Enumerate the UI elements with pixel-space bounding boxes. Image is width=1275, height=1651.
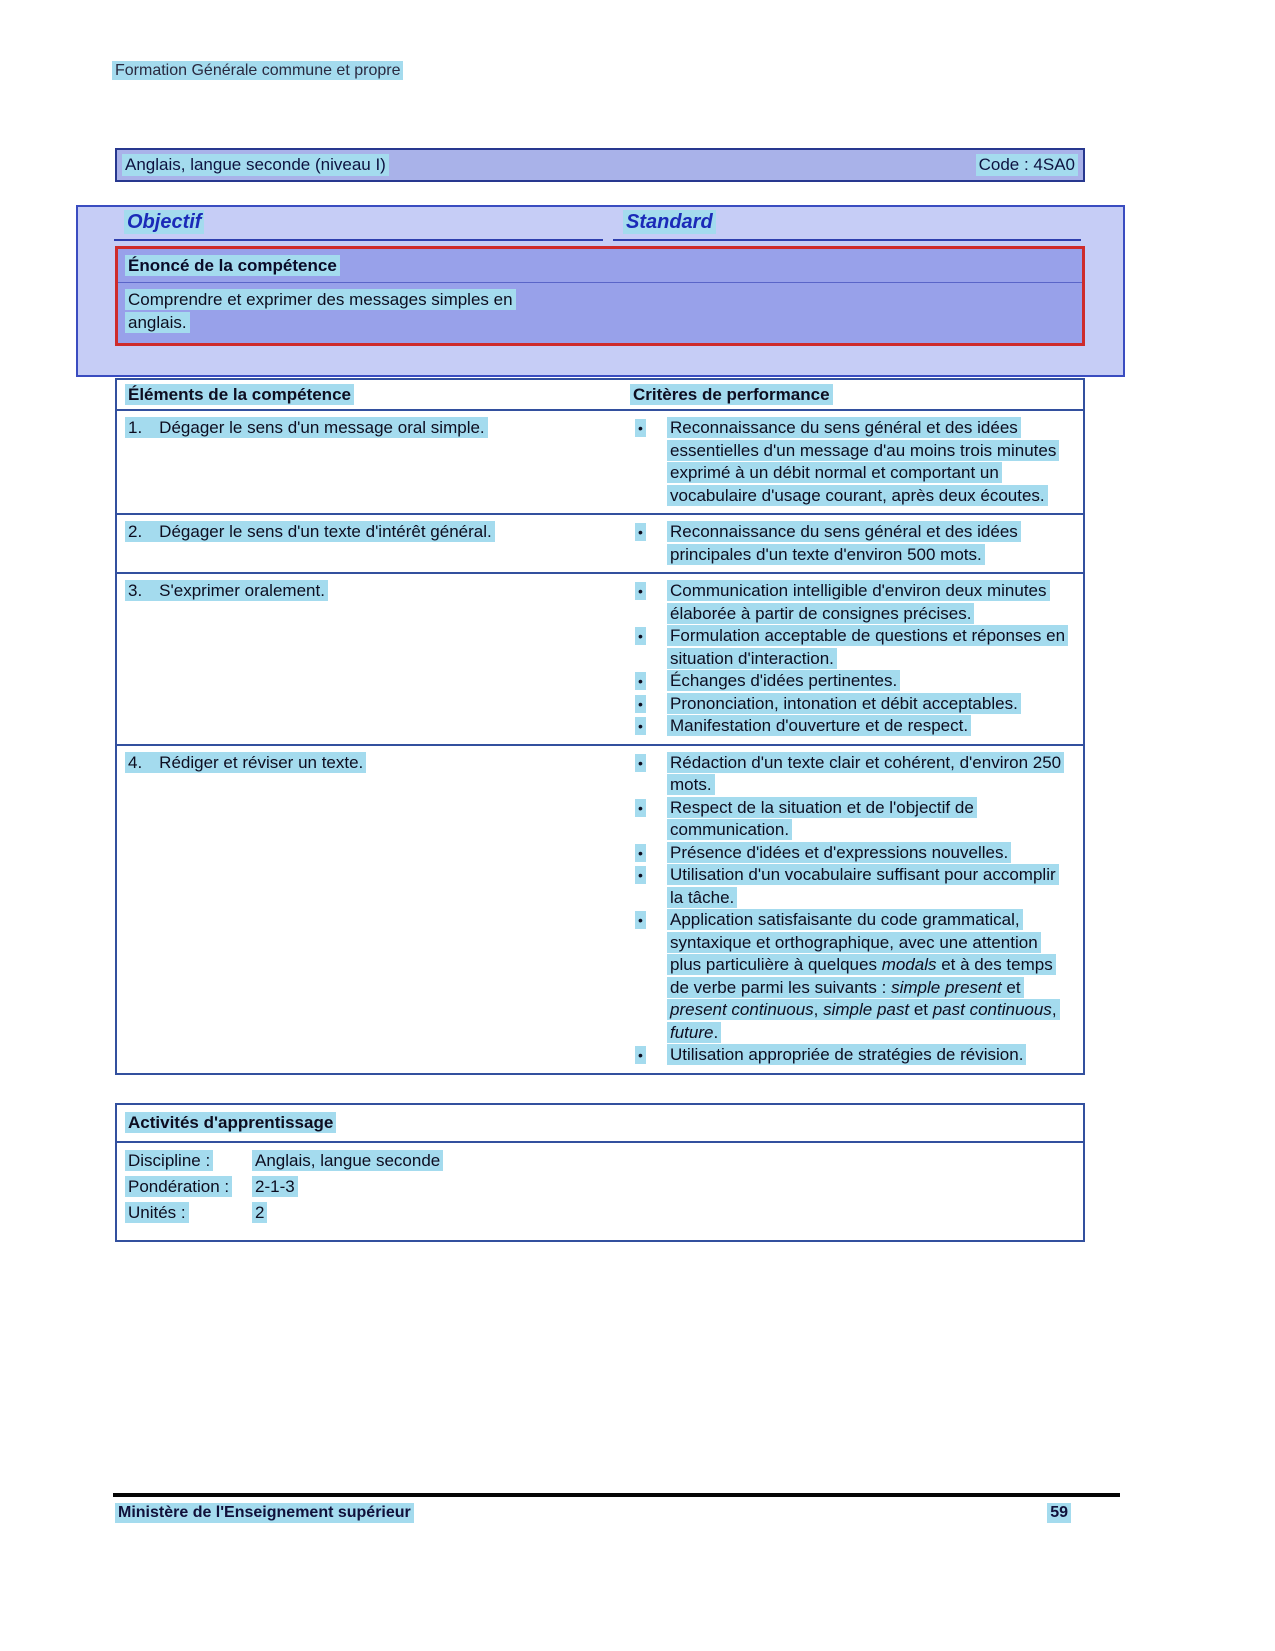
criterion-text: Manifestation d'ouverture et de respect. — [667, 715, 971, 736]
footer-page-number: 59 — [1047, 1503, 1071, 1523]
elements-column-header — [116, 379, 622, 410]
criterion-text: Communication intelligible d'environ deux minutes élaborée à partir de consignes précises. — [667, 580, 1050, 624]
criterion-item — [630, 580, 1075, 625]
criterion-text-wrap — [667, 909, 1069, 1044]
criterion-text-wrap — [667, 797, 1069, 842]
criterion-text: Rédaction d'un texte clair et cohérent, d'environ 250 mots. — [667, 752, 1064, 796]
criterion-item — [630, 625, 1075, 670]
bullet-icon: • — [635, 842, 648, 865]
unites-label: Unités : — [125, 1202, 189, 1223]
enonce-body: Comprendre et exprimer des messages simples en anglais. — [125, 289, 516, 333]
criterion-item — [630, 842, 1075, 865]
bullet-icon: • — [635, 580, 648, 603]
criterion-text-wrap — [667, 752, 1069, 797]
criterion-text: Utilisation appropriée de stratégies de révision. — [667, 1044, 1026, 1065]
unites-label-wrap — [125, 1200, 252, 1226]
criterion-text: Reconnaissance du sens général et des idées principales d'un texte d'environ 500 mots. — [667, 521, 1021, 565]
bullet-icon: • — [635, 625, 648, 648]
unites-value: 2 — [252, 1202, 267, 1223]
competence-table — [115, 378, 1085, 1075]
element-text: 1. Dégager le sens d'un message oral simple. — [125, 417, 488, 438]
criterion-item — [630, 693, 1075, 716]
footer-rule — [113, 1493, 1120, 1497]
criterion-text-wrap — [667, 521, 1069, 566]
criterion-text-wrap — [667, 625, 1069, 670]
criterion-item — [630, 864, 1075, 909]
criterion-item — [630, 521, 1075, 566]
bullet-icon: • — [635, 752, 648, 775]
element-cell — [116, 745, 622, 1074]
competence-row — [116, 745, 1084, 1074]
course-header-bar — [115, 148, 1085, 182]
bullet-icon: • — [635, 693, 648, 716]
criterion-item — [630, 797, 1075, 842]
criteria-cell — [622, 745, 1084, 1074]
enonce-body-row — [118, 283, 570, 343]
objectif-standard-headings — [78, 210, 1123, 241]
discipline-label: Discipline : — [125, 1150, 213, 1171]
activity-field-discipline — [125, 1148, 1075, 1174]
criterion-text-wrap — [667, 715, 1069, 738]
objectif-standard-panel — [76, 205, 1125, 377]
criterion-text: Respect de la situation et de l'objectif de communication. — [667, 797, 977, 841]
element-text: 4. Rédiger et réviser un texte. — [125, 752, 366, 773]
criterion-item — [630, 715, 1075, 738]
enonce-box — [115, 246, 1085, 346]
competence-row — [116, 514, 1084, 573]
activity-field-ponderation — [125, 1174, 1075, 1200]
bullet-icon: • — [635, 521, 648, 544]
competence-table-body — [116, 410, 1084, 1074]
criterion-text: Application satisfaisante du code grammatical, syntaxique et orthographique, avec une attention plus particulière à quelques modals et à des temps de verbe parmi les suivants : simple present et present continuous, simple past et past continuous, future. — [667, 909, 1060, 1043]
criteria-cell — [622, 514, 1084, 573]
criteria-cell — [622, 410, 1084, 514]
course-code: Code : 4SA0 — [976, 154, 1078, 176]
ponderation-label: Pondération : — [125, 1176, 232, 1197]
ponderation-value: 2-1-3 — [252, 1176, 298, 1197]
criterion-item — [630, 1044, 1075, 1067]
element-cell — [116, 514, 622, 573]
bullet-icon: • — [635, 417, 648, 440]
discipline-value-wrap — [252, 1148, 443, 1174]
criteres-column-header — [622, 379, 1084, 410]
course-title: Anglais, langue seconde (niveau I) — [122, 154, 389, 176]
element-text: 2. Dégager le sens d'un texte d'intérêt général. — [125, 521, 495, 542]
criterion-item — [630, 417, 1075, 507]
standard-column-header — [613, 210, 1081, 241]
competence-row — [116, 573, 1084, 745]
criteres-column-header-text: Critères de performance — [630, 384, 833, 405]
criterion-text: Prononciation, intonation et débit acceptables. — [667, 693, 1021, 714]
footer — [115, 1503, 1071, 1523]
criterion-text-wrap — [667, 864, 1069, 909]
competence-table-header-row — [116, 379, 1084, 410]
discipline-value: Anglais, langue seconde — [252, 1150, 443, 1171]
document-category-text: Formation Générale commune et propre — [112, 61, 403, 80]
bullet-icon: • — [635, 797, 648, 820]
bullet-icon: • — [635, 715, 648, 738]
criterion-text-wrap — [667, 693, 1069, 716]
footer-ministry: Ministère de l'Enseignement supérieur — [115, 1503, 414, 1523]
activities-fields — [117, 1143, 1083, 1240]
criteria-cell — [622, 573, 1084, 745]
bullet-icon: • — [635, 670, 648, 693]
bullet-icon: • — [635, 1044, 648, 1067]
competence-row — [116, 410, 1084, 514]
elements-column-header-text: Éléments de la compétence — [125, 384, 354, 405]
criterion-text: Reconnaissance du sens général et des idées essentielles d'un message d'au moins trois minutes exprimé à un débit normal et comportant un vocabulaire d'usage courant, après deux écoutes. — [667, 417, 1059, 506]
criterion-item — [630, 670, 1075, 693]
criterion-text: Présence d'idées et d'expressions nouvelles. — [667, 842, 1011, 863]
criterion-item — [630, 752, 1075, 797]
criterion-text-wrap — [667, 842, 1069, 865]
criterion-text-wrap — [667, 580, 1069, 625]
activity-field-unites — [125, 1200, 1075, 1226]
criterion-text: Formulation acceptable de questions et réponses en situation d'interaction. — [667, 625, 1068, 669]
standard-heading: Standard — [623, 210, 716, 234]
criterion-item — [630, 909, 1075, 1044]
bullet-icon: • — [635, 909, 648, 932]
enonce-title-row — [118, 249, 1082, 283]
criterion-text-wrap — [667, 417, 1069, 507]
activities-title: Activités d'apprentissage — [125, 1112, 336, 1133]
activities-panel — [115, 1103, 1085, 1242]
document-category-label — [112, 62, 403, 80]
objectif-heading: Objectif — [124, 210, 204, 234]
element-cell — [116, 573, 622, 745]
bullet-icon: • — [635, 864, 648, 887]
ponderation-value-wrap — [252, 1174, 298, 1200]
criterion-text-wrap — [667, 1044, 1069, 1067]
criterion-text: Utilisation d'un vocabulaire suffisant pour accomplir la tâche. — [667, 864, 1059, 908]
discipline-label-wrap — [125, 1148, 252, 1174]
activities-title-row — [117, 1105, 1083, 1143]
criterion-text-wrap — [667, 670, 1069, 693]
criterion-text: Échanges d'idées pertinentes. — [667, 670, 900, 691]
element-text: 3. S'exprimer oralement. — [125, 580, 328, 601]
ponderation-label-wrap — [125, 1174, 252, 1200]
unites-value-wrap — [252, 1200, 267, 1226]
enonce-title: Énoncé de la compétence — [125, 255, 340, 276]
element-cell — [116, 410, 622, 514]
objectif-column-header — [114, 210, 603, 241]
